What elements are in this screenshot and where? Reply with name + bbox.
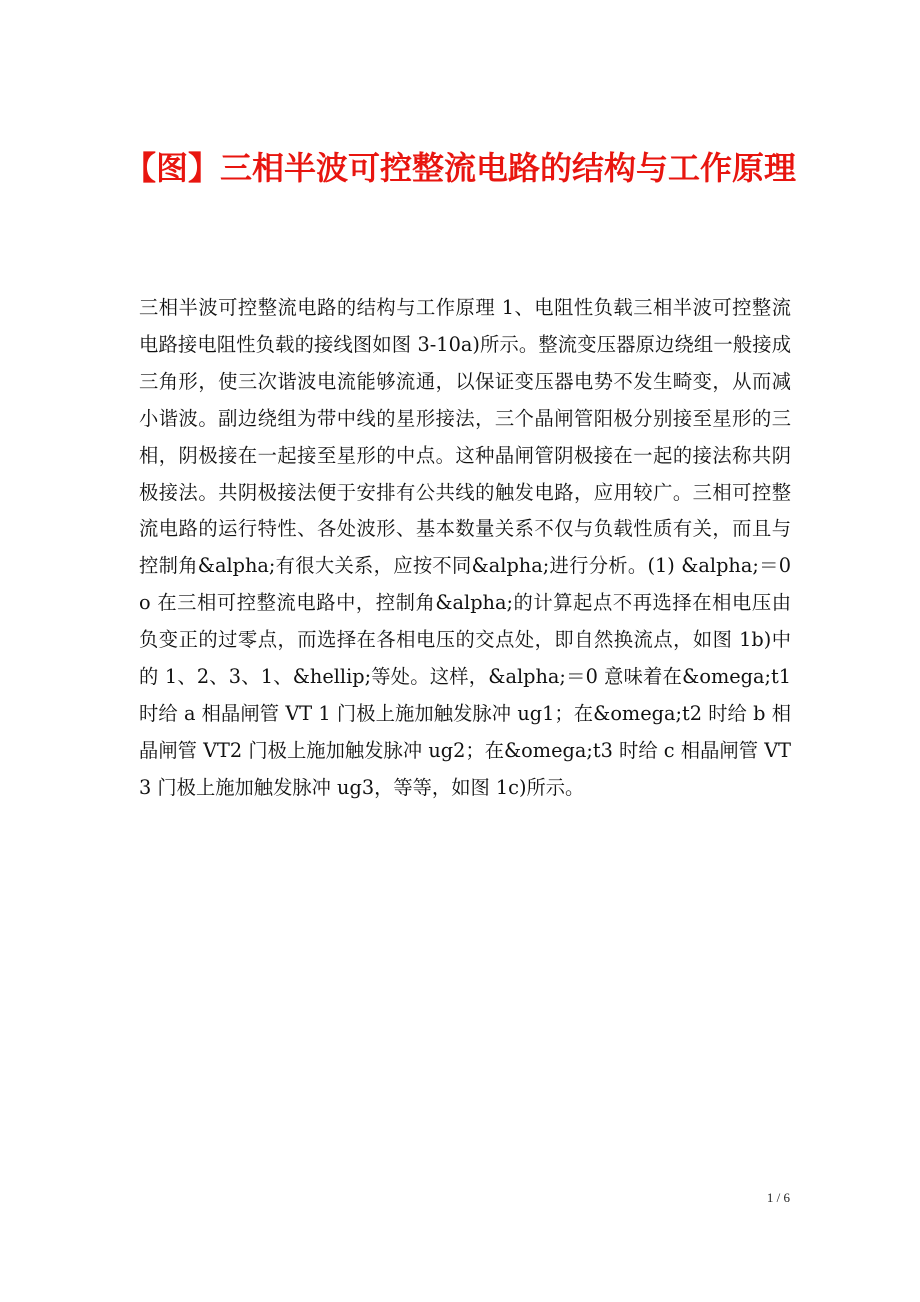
body-paragraph: 三相半波可控整流电路的结构与工作原理 1、电阻性负载三相半波可控整流电路接电阻性负载的接线图如图 3-10a)所示。整流变压器原边绕组一般接成三角形，使三次谐波电流能够流通，以保证变压器电势不发生畸变，从而减小谐波。副边绕组为带中线的星形接法，三个晶闸管阳极分别接至星形的三相，阴极接在一起接至星形的中点。这种晶闸管阴极接在一起的接法称共阴极接法。共阴极接法便于安排有公共线的触发电路，应用较广。三相可控整流电路的运行特性、各处波形、基本数量关系不仅与负载性质有关，而且与控制角&alpha;有很大关系，应按不同&alpha;进行分析。(1) &alpha;＝0o 在三相可控整流电路中，控制角&alpha;的计算起点不再选择在相电压由负变正的过零点，而选择在各相电压的交点处，即自然换流点，如图 1b)中的 1、2、3、1、&hellip;等处。这样，&alpha;＝0 意味着在&omega;t1 时给 a 相晶闸管 VT 1 门极上施加触发脉冲 ug1；在&omega;t2 时给 b 相晶闸管 VT2 门极上施加触发脉冲 ug2；在&omega;t3 时给 c 相晶闸管 VT3 门极上施加触发脉冲 ug3，等等，如图 1c)所示。: [139, 296, 791, 799]
page-title: 【图】三相半波可控整流电路的结构与工作原理: [123, 149, 796, 187]
page-number: 1 / 6: [766, 1190, 790, 1205]
